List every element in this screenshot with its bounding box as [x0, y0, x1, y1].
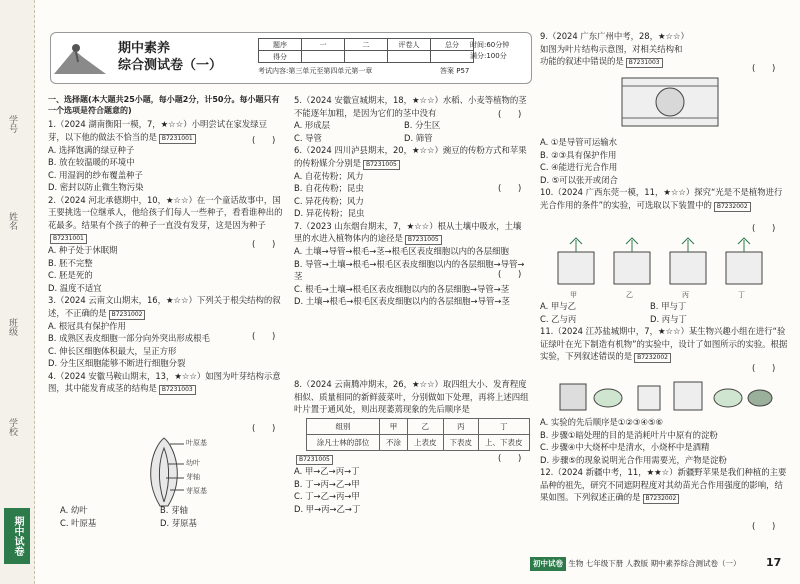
test-title-1: 期中素养: [118, 41, 171, 56]
answer-blank[interactable]: ( ): [752, 521, 776, 531]
q9-code: B7231003: [626, 58, 663, 68]
q8-cell: 乙: [408, 419, 444, 435]
q4-option[interactable]: D. 芽原基: [160, 517, 197, 528]
question-7: [294, 220, 529, 246]
q12-stem: 12.（2024 新疆中考，11，★★☆）新疆野苹果是我们种植的主要品种的祖先，研究不同遮阴程度对其幼苗光合作用强度的影响，结果如图。下列叙述正确的是: [540, 467, 787, 502]
answer-blank[interactable]: ( ): [498, 269, 522, 279]
setup-label: 甲: [570, 291, 577, 299]
column-2: [294, 94, 529, 308]
answer-ref: 答案 P57: [440, 67, 470, 75]
q8-stem: 8.（2024 云南腾冲期末，26，★☆☆）取四组大小、发育程度相似、质量相同的新鲜菠菜叶，分别做如下处理，再将上述四组叶片置于通风处，则出现萎蔫现象的先后顺序是: [294, 379, 529, 414]
q9-option[interactable]: A. ①是导管可运输水: [540, 137, 618, 147]
answer-blank[interactable]: ( ): [252, 331, 276, 341]
q8-option[interactable]: A. 甲→乙→丙→丁: [294, 466, 360, 476]
q11-code: B7232002: [634, 353, 671, 363]
q1-option[interactable]: C. 用湿润的纱布覆盖种子: [48, 169, 143, 180]
q10-option[interactable]: C. 乙与丙: [540, 313, 577, 324]
q11-option[interactable]: A. 实验的先后顺序是①②③④⑤⑥: [540, 417, 663, 427]
answer-blank[interactable]: ( ): [498, 109, 522, 119]
q8-cell: 上、下表皮: [479, 435, 530, 451]
school-label: 学校: [7, 418, 17, 436]
score-cell: 二: [345, 39, 388, 51]
answer-blank[interactable]: ( ): [252, 135, 276, 145]
setup-label: 乙: [626, 291, 633, 299]
score-cell: 题序: [259, 39, 302, 51]
full-score-text: 满分:100分: [470, 52, 507, 60]
q2-option[interactable]: B. 胚不完整: [48, 257, 93, 268]
q3-option[interactable]: D. 分生区细胞能够不断进行细胞分裂: [48, 358, 186, 368]
q4-stem: 4.（2024 安徽马鞍山期末，13，★☆☆）如图为叶芽结构示意图，其中能发育成茎的结构是: [48, 370, 281, 393]
beaker-setup-diagram: [548, 232, 778, 290]
q8-option[interactable]: C. 丁→乙→丙→甲: [294, 491, 360, 501]
q11-options: [540, 416, 790, 504]
score-cell: 总分: [431, 39, 474, 51]
q2-option[interactable]: C. 胚是死的: [48, 270, 93, 280]
q8-cell: 甲: [380, 419, 408, 435]
label-bud-axis: 芽轴: [186, 473, 200, 481]
q1-stem: 1.（2024 湖南衡阳一模，7，★☆☆）小明尝试在家发绿豆芽，以下他的做法不恰当的是: [48, 119, 267, 142]
q4-option[interactable]: A. 幼叶: [60, 505, 88, 515]
q10-option[interactable]: A. 甲与乙: [540, 301, 577, 311]
q6-code: B7231005: [363, 160, 400, 170]
q3-code: B7231002: [109, 310, 146, 320]
q9-option[interactable]: D. ⑤可以张开或闭合: [540, 174, 618, 185]
q9-option[interactable]: C. ④能进行光合作用: [540, 162, 618, 172]
q11-option[interactable]: D. 步骤⑤的现象说明光合作用需要光，产物是淀粉: [540, 454, 727, 465]
score-input-cell[interactable]: [431, 51, 474, 63]
question-10: [540, 186, 790, 212]
setup-label: 丙: [682, 291, 689, 299]
exam-scope: 考试内容:第三单元至第四单元第一章: [258, 67, 373, 75]
question-9: [540, 30, 690, 68]
q8-option[interactable]: B. 丁→丙→乙→甲: [294, 478, 360, 489]
column-1: [48, 94, 283, 395]
q8-cell: 组别: [307, 419, 380, 435]
answer-blank[interactable]: ( ): [498, 453, 522, 463]
q10-options: [540, 300, 790, 363]
question-11: [540, 325, 790, 363]
answer-blank[interactable]: ( ): [498, 183, 522, 193]
answer-blank[interactable]: ( ): [752, 363, 776, 373]
q10-option[interactable]: D. 丙与丁: [650, 313, 687, 324]
score-table: [258, 38, 474, 63]
q11-stem: 11.（2024 江苏盐城期中，7，★☆☆）某生物兴趣小组在进行“验证绿叶在光下制造有机物”的实验中，设计了如图所示的实验。根据实验，下列叙述错误的是: [540, 326, 788, 361]
leaf-cross-section-diagram: [620, 74, 720, 130]
exam-tag: 期中试卷: [4, 508, 30, 564]
question-1: [48, 118, 283, 144]
q5-option[interactable]: B. 分生区: [404, 120, 441, 130]
class-label: 班级: [7, 318, 17, 336]
q2-code: B7231001: [50, 234, 87, 244]
student-no-label: 学号: [7, 115, 17, 133]
answer-blank[interactable]: ( ): [752, 63, 776, 73]
q8-cell: 丙: [443, 419, 479, 435]
q10-code: B7232002: [714, 202, 751, 212]
q8-cell: 下表皮: [443, 435, 479, 451]
q11-option[interactable]: B. 步骤①暗处理的目的是消耗叶片中原有的淀粉: [540, 429, 718, 440]
q2-stem: 2.（2024 河北承德期中，10，★☆☆）在一个童话故事中，国王要挑选一位继承人，他给孩子们每人一些种子，看看谁种出的花最多。结果有个孩子的种子一直没有发芽，这是因为种子: [48, 194, 283, 230]
q12-code: B7232002: [643, 494, 680, 504]
q3-option[interactable]: C. 伸长区细胞体积最大，呈正方形: [48, 345, 177, 356]
q8-code: B7231005: [296, 455, 333, 465]
climber-illustration-icon: [54, 40, 106, 74]
footer-grade: 七年级下册: [585, 559, 624, 568]
label-leaf-primordium: 叶原基: [186, 439, 207, 447]
page-number: 17: [766, 556, 782, 569]
q6-option[interactable]: D. 异花传粉；昆虫: [294, 208, 365, 218]
q2-option[interactable]: D. 温度不适宜: [48, 282, 102, 293]
score-input-cell[interactable]: [302, 51, 345, 63]
q1-code: B7231001: [159, 134, 196, 144]
question-8-stem: [294, 378, 529, 416]
binding-strip: [0, 0, 35, 584]
q4-options: [60, 504, 280, 529]
label-young-leaf: 幼叶: [186, 459, 200, 467]
q7-option[interactable]: C. 根毛→土壤→根毛区表皮细胞以内的各层细胞→导管→茎: [294, 283, 510, 294]
setup-label: 丁: [738, 291, 745, 299]
score-cell: 评卷人: [388, 39, 431, 51]
q1-option[interactable]: D. 密封以防止微生物污染: [48, 182, 144, 192]
answer-blank[interactable]: ( ): [752, 223, 776, 233]
name-label: 姓名: [7, 212, 17, 230]
q6-option[interactable]: A. 自花传粉；风力: [294, 170, 364, 181]
q11-option[interactable]: C. 步骤④中大烧杯中是清水，小烧杯中是酒精: [540, 442, 710, 452]
label-bud-primordium: 芽原基: [186, 487, 207, 495]
q9-options: [540, 136, 790, 212]
q7-stem: 7.（2023 山东烟台期末，7，★☆☆）根从土壤中吸水，土壤里的水进入植物体内的途径是: [294, 220, 522, 243]
answer-blank[interactable]: ( ): [252, 239, 276, 249]
q8-options: [294, 452, 529, 515]
q1-option[interactable]: B. 放在较温暖的环境中: [48, 157, 135, 167]
test-title-2: 综合测试卷（一）: [118, 58, 223, 73]
footer-subject: 生物: [568, 559, 584, 568]
footer-edition: 人教版: [625, 559, 649, 568]
time-info: [470, 40, 509, 62]
q2-option[interactable]: A. 种子处于休眠期: [48, 245, 118, 255]
q8-table: [306, 418, 530, 451]
score-input-cell[interactable]: [345, 51, 388, 63]
question-5: 5.（2024 安徽宣城期末，18，★☆☆）水稻、小麦等植物的茎不能逐年加粗，是因为它们的茎中没有: [294, 95, 527, 118]
q8-cell: 涂凡士林的部位: [307, 435, 380, 451]
time-text: 时间:60分钟: [470, 41, 510, 49]
q3-option[interactable]: B. 成熟区表皮细胞一部分向外突出形成根毛: [48, 333, 210, 343]
q3-option[interactable]: A. 根冠具有保护作用: [48, 320, 126, 331]
question-2: [48, 194, 283, 245]
answer-blank[interactable]: ( ): [252, 423, 276, 433]
q7-option[interactable]: D. 土壤→根毛→根毛区表皮细胞以内的各层细胞→导管→茎: [294, 296, 510, 306]
q9-stem: 9.（2024 广东广州中考，28，★☆☆）如图为叶片结构示意图，对相关结构和功能的叙述中错误的是: [540, 31, 689, 66]
q5-option[interactable]: D. 筛管: [404, 132, 433, 143]
q6-option[interactable]: B. 自花传粉；昆虫: [294, 183, 364, 193]
section-heading: 一、选择题(本大题共25小题，每小题2分，计50分。每小题只有一个选项是符合题意的): [48, 95, 280, 115]
q8-cell: 丁: [479, 419, 530, 435]
q8-cell: 上表皮: [408, 435, 444, 451]
q3-stem: 3.（2024 云南文山期末，16，★☆☆）下列关于根尖结构的叙述，不正确的是: [48, 295, 281, 318]
experiment-steps-diagram: [556, 376, 776, 416]
q4-option[interactable]: B. 芽轴: [160, 505, 188, 515]
footer-brand: 初中试卷: [530, 557, 566, 571]
q6-option[interactable]: C. 异花传粉；风力: [294, 195, 364, 206]
question-12: [540, 466, 790, 504]
question-6: [294, 144, 529, 170]
q9-option[interactable]: B. ②③具有保护作用: [540, 149, 617, 160]
q5-option[interactable]: A. 形成层: [294, 120, 331, 130]
q6-stem: 6.（2024 四川泸县期末，20，★☆☆）豌豆的传粉方式和苹果的传粉媒介分别是: [294, 145, 527, 168]
q5-option[interactable]: C. 导管: [294, 132, 322, 143]
q10-option[interactable]: B. 甲与丁: [650, 301, 687, 311]
page-footer: [530, 557, 790, 571]
score-cell: 一: [302, 39, 345, 51]
q10-stem: 10.（2024 广西东莞一模，11，★☆☆）探究“光是不是植物进行光合作用的条件”的实验，可选取以下装置中的: [540, 187, 783, 210]
q7-option[interactable]: B. 导管→土壤→根毛→根毛区表皮细胞以内的各层细胞→导管→茎: [294, 258, 525, 281]
q4-code: B7231003: [159, 385, 196, 395]
q1-option[interactable]: A. 选择饱满的绿豆种子: [48, 144, 135, 155]
question-4: [48, 370, 283, 396]
score-cell: 得分: [259, 51, 302, 63]
question-3: [48, 294, 283, 320]
q4-option[interactable]: C. 叶原基: [60, 517, 97, 528]
q8-option[interactable]: D. 甲→丙→乙→丁: [294, 503, 361, 514]
q8-cell: 不涂: [380, 435, 408, 451]
q7-option[interactable]: A. 土壤→导管→根毛→茎→根毛区表皮细胞以内的各层细胞: [294, 246, 509, 256]
q7-code: B7231005: [405, 235, 442, 245]
footer-test: 期中素养综合测试卷（一）: [650, 559, 741, 568]
score-input-cell[interactable]: [388, 51, 431, 63]
